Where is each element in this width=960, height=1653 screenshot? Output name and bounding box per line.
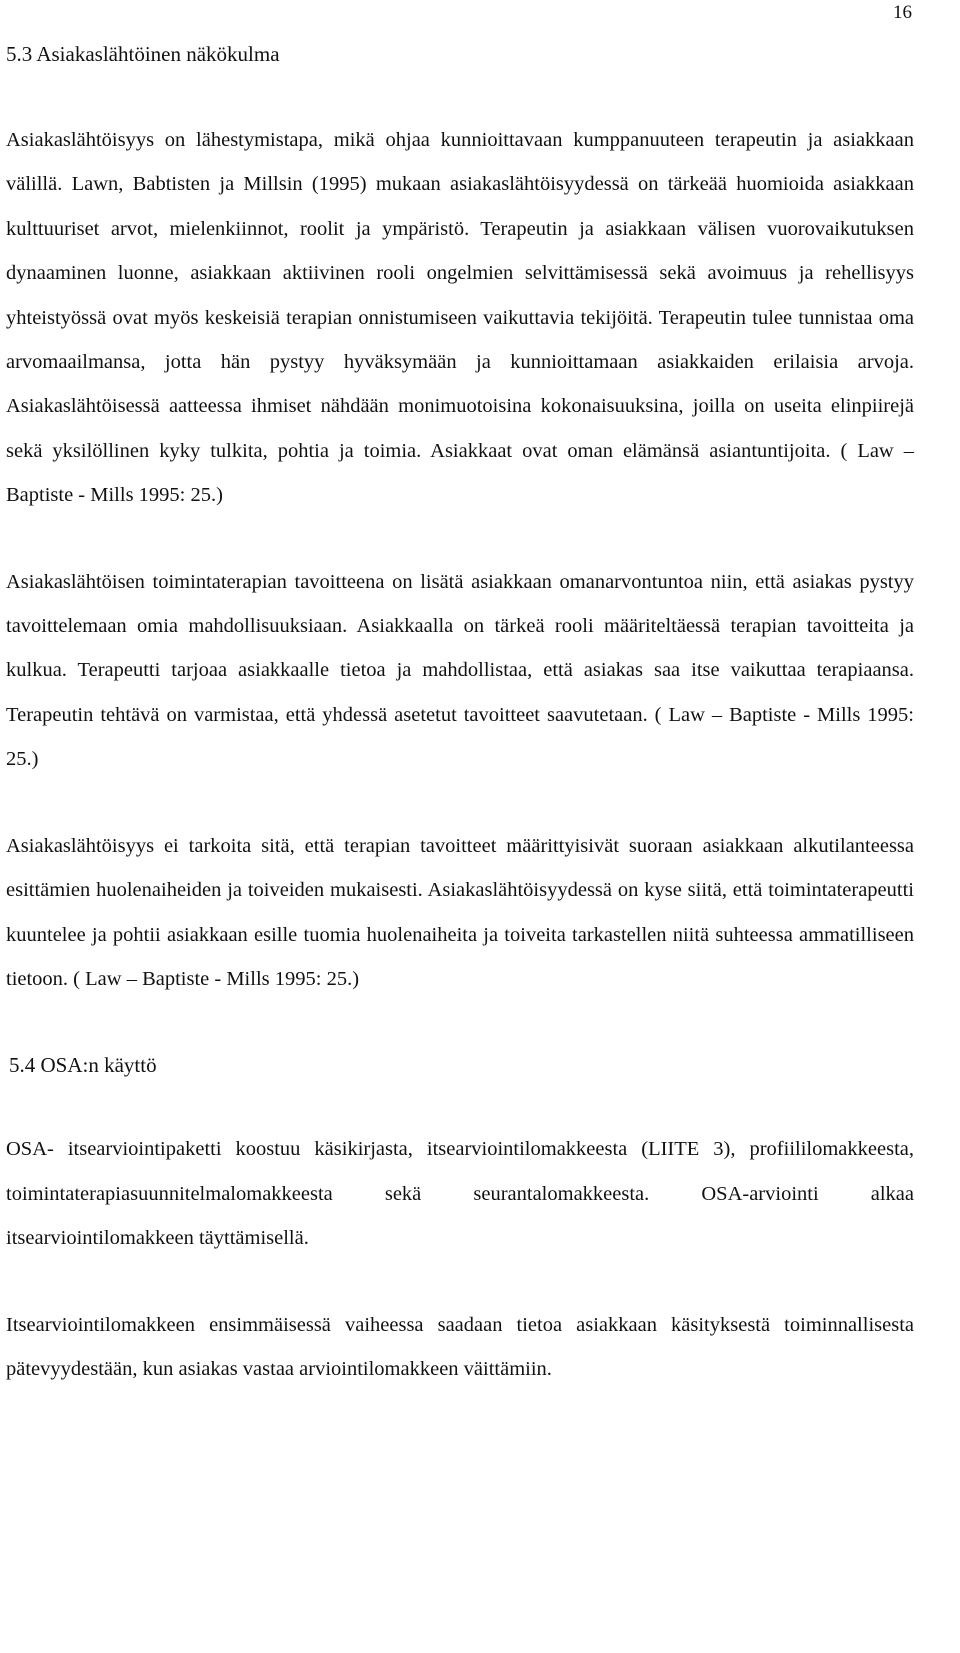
paragraph-asiakaslahtoisyys-intro: Asiakaslähtöisyys on lähestymistapa, mikä ohjaa kunnioittavaan kumppanuuteen terapeutin ja asiakkaan välillä. Lawn, Babtisten ja Millsin (1995) mukaan asiakaslähtöisyydessä on tärkeää huomioida asiakkaan kulttuuriset arvot, mielenkiinnot, roolit ja ympäristö. Terapeutin ja asiakkaan välisen vuorovaikutuksen dynaaminen luonne, asiakkaan aktiivinen rooli ongelmien selvittämisessä sekä avoimuus ja rehellisyys yhteistyössä ovat myös keskeisiä terapian onnistumiseen vaikuttavia tekijöitä. Terapeutin tulee tunnistaa oma arvomaailmansa, jotta hän pystyy hyväksymään ja kunnioittamaan asiakkaiden erilaisia arvoja. Asiakaslähtöisessä aatteessa ihmiset nähdään monimuotoisina kokonaisuuksina, joilla on useita elinpiirejä sekä yksilöllinen kyky tulkita, pohtia ja toimia. Asiakkaat ovat oman elämänsä asiantuntijoita. ( Law – Baptiste - Mills 1995: 25.) xyxy=(6,129,914,507)
paragraph-tavoitteet: Asiakaslähtöisen toimintaterapian tavoitteena on lisätä asiakkaan omanarvontuntoa niin, että asiakas pystyy tavoittelemaan omia mahdollisuuksiaan. Asiakkaalla on tärkeä rooli määriteltäessä terapian tavoitteita ja kulkua. Terapeutti tarjoaa asiakkaalle tietoa ja mahdollistaa, että asiakas saa itse vaikuttaa terapiaansa. Terapeutin tehtävä on varmistaa, että yhdessä asetetut tavoitteet saavutetaan. ( Law – Baptiste - Mills 1995: 25.) xyxy=(6,570,914,771)
paragraph-osa-paketti: OSA- itsearviointipaketti koostuu käsikirjasta, itsearviointilomakkeesta (LIITE 3), profiililomakkeesta, toimintaterapiasuunnitelmalomakkeesta sekä seurantalomakkeesta. OSA-arviointi alkaa itsearviointilomakkeen täyttämisellä. xyxy=(6,1138,914,1250)
paragraph-itsearviointilomake: Itsearviointilomakkeen ensimmäisessä vaiheessa saadaan tietoa asiakkaan käsityksestä toiminnallisesta pätevyydestään, kun asiakas vastaa arviointilomakkeen väittämiin. xyxy=(6,1313,914,1380)
document-page xyxy=(6,32,914,1433)
page-number: 16 xyxy=(893,2,912,23)
paragraph-huolenaiheet: Asiakaslähtöisyys ei tarkoita sitä, että terapian tavoitteet määrittyisivät suoraan asiakkaan alkutilanteessa esittämien huolenaiheiden ja toiveiden mukaisesti. Asiakaslähtöisyydessä on kyse siitä, että toimintaterapeutti kuuntelee ja pohtii asiakkaan esille tuomia huolenaiheita ja toiveita tarkastellen niitä suhteessa ammatilliseen tietoon. ( Law – Baptiste - Mills 1995: 25.) xyxy=(6,834,914,990)
section-heading-5-3: 5.3 Asiakaslähtöinen näkökulma xyxy=(6,42,280,66)
section-heading-5-4: 5.4 OSA:n käyttö xyxy=(9,1053,157,1078)
